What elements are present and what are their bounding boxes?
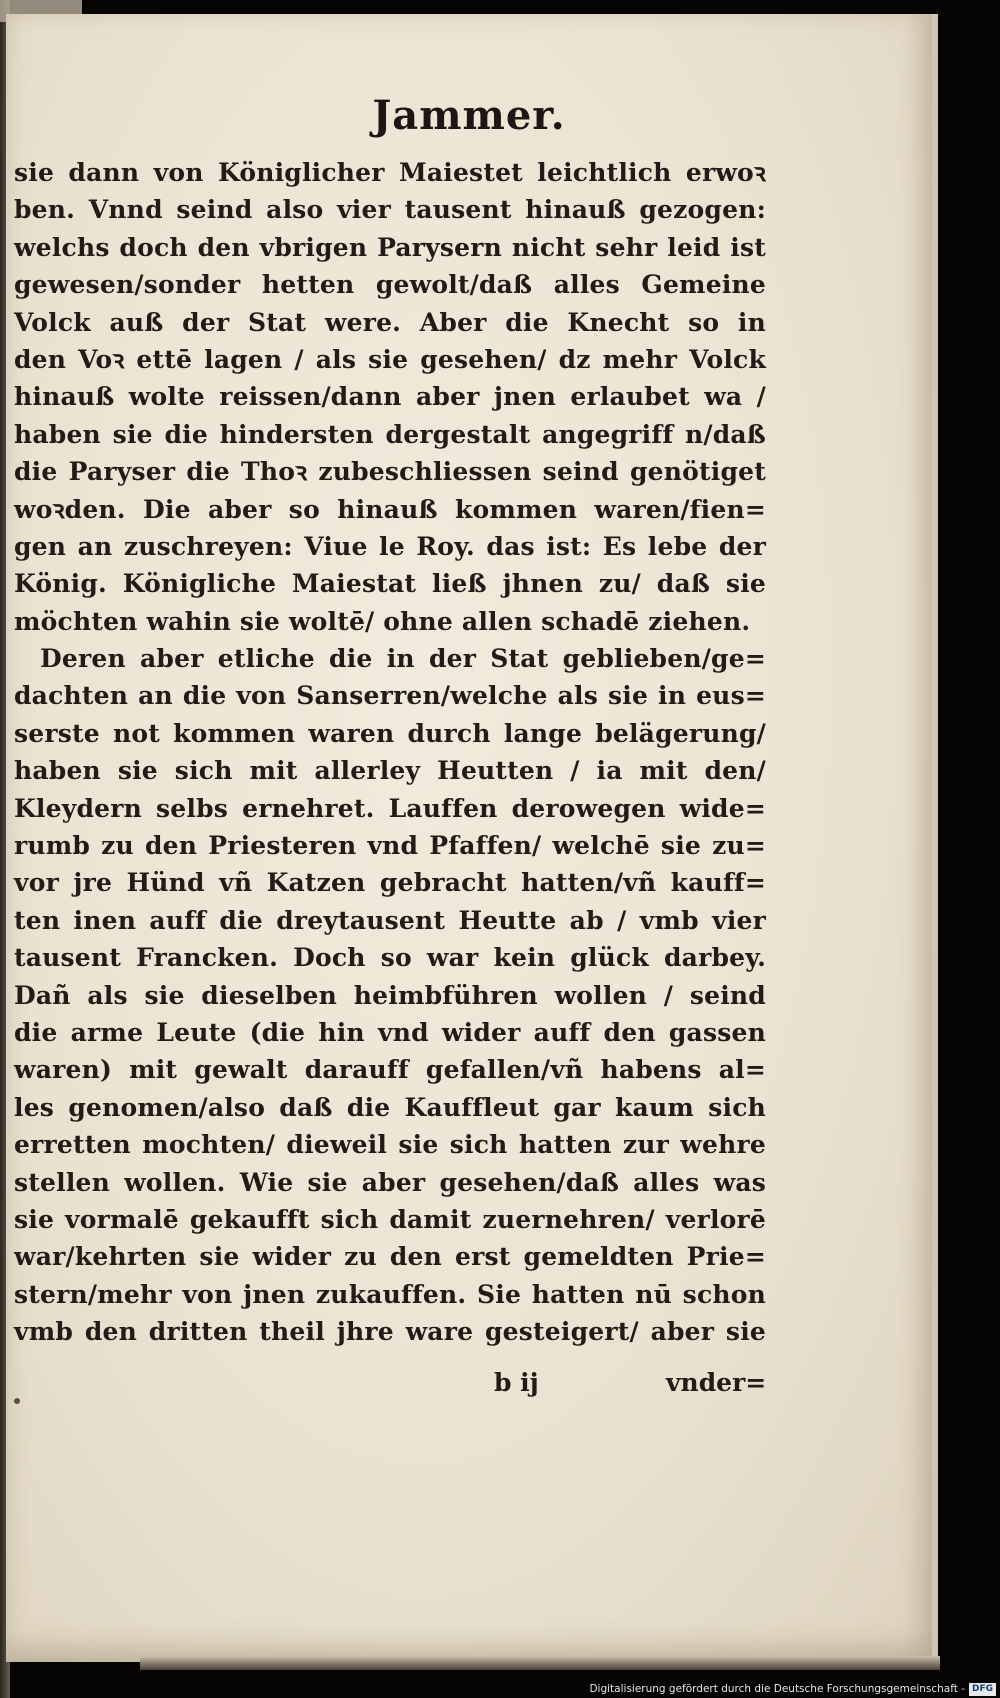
body-text bbox=[14, 154, 766, 1351]
text-line: König. Königliche Maiestat ließ jhnen zu/ daß sie bbox=[14, 569, 766, 599]
text-line: serste not kommen waren durch lange belägerung/ bbox=[14, 718, 766, 748]
dfg-logo: DFG bbox=[969, 1683, 996, 1696]
credit-text: Digitalisierung gefördert durch die Deutsche Forschungsgemeinschaft - bbox=[589, 1683, 965, 1695]
text-line: die arme Leute (die hin vnd wider auff den gassen bbox=[14, 1017, 766, 1047]
text-line: möchten wahin sie woltē/ ohne allen schadē ziehen. bbox=[14, 606, 751, 636]
text-line: erretten mochten/ dieweil sie sich hatten zur wehre bbox=[14, 1130, 766, 1160]
text-line: les genomen/also daß die Kauffleut gar kaum sich bbox=[14, 1092, 766, 1122]
text-line: welchs doch den vbrigen Parysern nicht sehr leid ist bbox=[14, 232, 766, 262]
text-line: den Voꝛ ettē lagen / als sie gesehen/ dz mehr Volck bbox=[14, 344, 766, 374]
text-line: Dañ als sie dieselben heimbführen wollen / seind bbox=[14, 980, 766, 1010]
text-line: sie dann von Königlicher Maiestet leichtlich erwoꝛ bbox=[14, 158, 766, 187]
text-line: stern/mehr von jnen zukauffen. Sie hatten nū schon bbox=[14, 1279, 766, 1309]
text-line: rumb zu den Priesteren vnd Pfaffen/ welchē sie zu= bbox=[14, 831, 766, 861]
text-line: vmb den dritten theil jhre ware gesteigert/ aber sie bbox=[14, 1317, 766, 1347]
text-line: woꝛden. Die aber so hinauß kommen waren/fien= bbox=[14, 494, 766, 524]
catchword: vnder= bbox=[666, 1368, 767, 1397]
ink-spot bbox=[14, 1398, 20, 1404]
text-line: waren) mit gewalt darauff gefallen/vñ habens al= bbox=[14, 1055, 766, 1085]
text-line: ben. Vnnd seind also vier tausent hinauß gezogen: bbox=[14, 195, 766, 225]
text-line: ten inen auff die dreytausent Heutte ab / vmb vier bbox=[14, 905, 766, 935]
text-line: haben sie die hindersten dergestalt angegriff n/daß bbox=[14, 419, 766, 449]
book-page bbox=[6, 14, 938, 1662]
text-line: sie vormalē gekaufft sich damit zuernehren/ verlorē bbox=[14, 1204, 766, 1234]
text-line: hinauß wolte reissen/dann aber jnen erlaubet wa / bbox=[14, 382, 766, 412]
text-line: tausent Francken. Doch so war kein glück darbey. bbox=[14, 943, 766, 973]
running-head: Jammer. bbox=[372, 92, 566, 139]
text-line: haben sie sich mit allerley Heutten / ia mit den/ bbox=[14, 756, 766, 786]
text-line: gewesen/sonder hetten gewolt/daß alles Gemeine bbox=[14, 270, 766, 300]
text-line: Volck auß der Stat were. Aber die Knecht so in bbox=[14, 307, 766, 337]
text-line: Kleydern selbs ernehret. Lauffen derowegen wide= bbox=[14, 793, 766, 823]
text-line: gen an zuschreyen: Viue le Roy. das ist: Es lebe der bbox=[14, 531, 766, 561]
text-line: vor jre Hünd vñ Katzen gebracht hatten/vñ kauff= bbox=[14, 868, 766, 898]
signature-mark: b ij bbox=[494, 1368, 539, 1397]
text-line: die Paryser die Thoꝛ zubeschliessen seind genötiget bbox=[14, 457, 766, 487]
text-line: stellen wollen. Wie sie aber gesehen/daß alles was bbox=[14, 1167, 766, 1197]
page-foot bbox=[6, 1364, 766, 1401]
text-line: dachten an die von Sanserren/welche als sie in eus= bbox=[14, 681, 766, 711]
text-line-paragraph-start: Deren aber etliche die in der Stat geblieben/ge= bbox=[40, 644, 766, 674]
digitization-credit bbox=[589, 1680, 996, 1698]
page-bottom-edge bbox=[140, 1656, 940, 1670]
text-line: war/kehrten sie wider zu den erst gemeldten Prie= bbox=[14, 1242, 766, 1272]
